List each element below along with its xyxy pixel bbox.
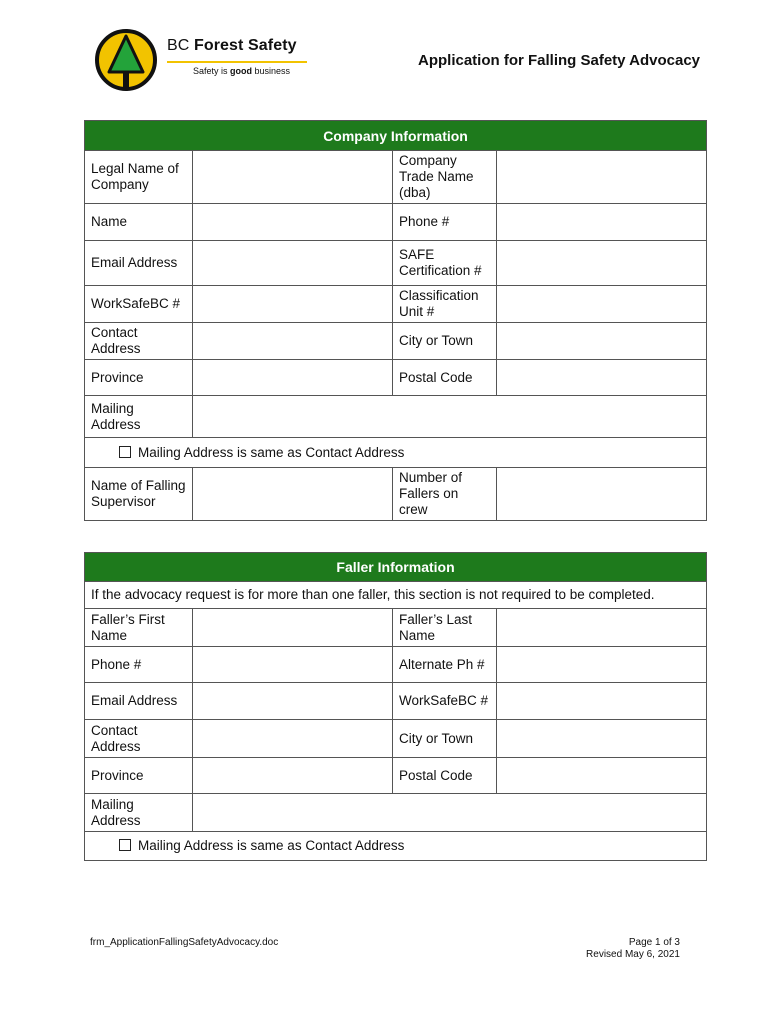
faller-section-heading: Faller Information <box>85 553 707 582</box>
faller-mailing-same-label: Mailing Address is same as Contact Address <box>138 838 405 853</box>
company-contact-address-label: Contact Address <box>85 323 193 360</box>
legal-name-field[interactable] <box>193 151 393 204</box>
faller-email-label: Email Address <box>85 683 193 720</box>
faller-alt-phone-field[interactable] <box>497 647 707 683</box>
faller-city-label: City or Town <box>393 720 497 758</box>
company-mailing-same-row <box>85 438 707 468</box>
footer-page-info <box>520 937 680 961</box>
company-phone-label: Phone # <box>393 204 497 241</box>
supervisor-field[interactable] <box>193 468 393 521</box>
company-mailing-address-field[interactable] <box>193 396 707 438</box>
company-section-heading: Company Information <box>85 121 707 151</box>
faller-information-table <box>84 552 707 861</box>
legal-name-label: Legal Name of Company <box>85 151 193 204</box>
faller-mailing-address-label: Mailing Address <box>85 794 193 832</box>
footer-page-number: Page 1 of 3 <box>628 937 680 948</box>
faller-mailing-same-row <box>85 832 707 861</box>
faller-phone-label: Phone # <box>85 647 193 683</box>
faller-worksafebc-label: WorkSafeBC # <box>393 683 497 720</box>
brand-rule <box>167 61 307 63</box>
brand-tagline: Safety is good business <box>193 66 291 76</box>
faller-postal-field[interactable] <box>497 758 707 794</box>
faller-worksafebc-field[interactable] <box>497 683 707 720</box>
tree-logo-icon <box>93 27 159 93</box>
company-province-label: Province <box>85 360 193 396</box>
company-mailing-address-label: Mailing Address <box>85 396 193 438</box>
company-postal-label: Postal Code <box>393 360 497 396</box>
footer-filename: frm_ApplicationFallingSafetyAdvocacy.doc <box>90 937 279 948</box>
faller-contact-address-label: Contact Address <box>85 720 193 758</box>
faller-province-field[interactable] <box>193 758 393 794</box>
company-mailing-same-label: Mailing Address is same as Contact Address <box>138 444 405 460</box>
footer-revised-date: Revised May 6, 2021 <box>586 949 680 960</box>
faller-phone-field[interactable] <box>193 647 393 683</box>
safe-cert-label: SAFE Certification # <box>393 241 497 286</box>
company-information-table <box>84 120 707 521</box>
trade-name-label: Company Trade Name (dba) <box>393 151 497 204</box>
faller-postal-label: Postal Code <box>393 758 497 794</box>
company-phone-field[interactable] <box>497 204 707 241</box>
fallers-count-field[interactable] <box>497 468 707 521</box>
company-mailing-same-checkbox[interactable] <box>119 446 131 458</box>
faller-section-note: If the advocacy request is for more than one faller, this section is not required to be completed. <box>85 582 707 609</box>
faller-first-name-field[interactable] <box>193 609 393 647</box>
company-email-field[interactable] <box>193 241 393 286</box>
company-email-label: Email Address <box>85 241 193 286</box>
brand-name: BC Forest Safety <box>167 37 297 54</box>
company-postal-field[interactable] <box>497 360 707 396</box>
faller-first-name-label: Faller’s First Name <box>85 609 193 647</box>
faller-email-field[interactable] <box>193 683 393 720</box>
company-province-field[interactable] <box>193 360 393 396</box>
company-city-label: City or Town <box>393 323 497 360</box>
company-worksafebc-field[interactable] <box>193 286 393 323</box>
fallers-count-label: Number of Fallers on crew <box>393 468 497 521</box>
company-worksafebc-label: WorkSafeBC # <box>85 286 193 323</box>
faller-city-field[interactable] <box>497 720 707 758</box>
company-contact-address-field[interactable] <box>193 323 393 360</box>
faller-province-label: Province <box>85 758 193 794</box>
faller-last-name-label: Faller’s Last Name <box>393 609 497 647</box>
company-name-label: Name <box>85 204 193 241</box>
classification-unit-label: Classification Unit # <box>393 286 497 323</box>
faller-last-name-field[interactable] <box>497 609 707 647</box>
company-name-field[interactable] <box>193 204 393 241</box>
classification-unit-field[interactable] <box>497 286 707 323</box>
faller-alt-phone-label: Alternate Ph # <box>393 647 497 683</box>
trade-name-field[interactable] <box>497 151 707 204</box>
document-title: Application for Falling Safety Advocacy <box>418 52 700 69</box>
safe-cert-field[interactable] <box>497 241 707 286</box>
faller-contact-address-field[interactable] <box>193 720 393 758</box>
faller-mailing-address-field[interactable] <box>193 794 707 832</box>
company-city-field[interactable] <box>497 323 707 360</box>
brand-block <box>167 37 307 76</box>
faller-mailing-same-checkbox[interactable] <box>119 839 131 851</box>
supervisor-label: Name of Falling Supervisor <box>85 468 193 521</box>
